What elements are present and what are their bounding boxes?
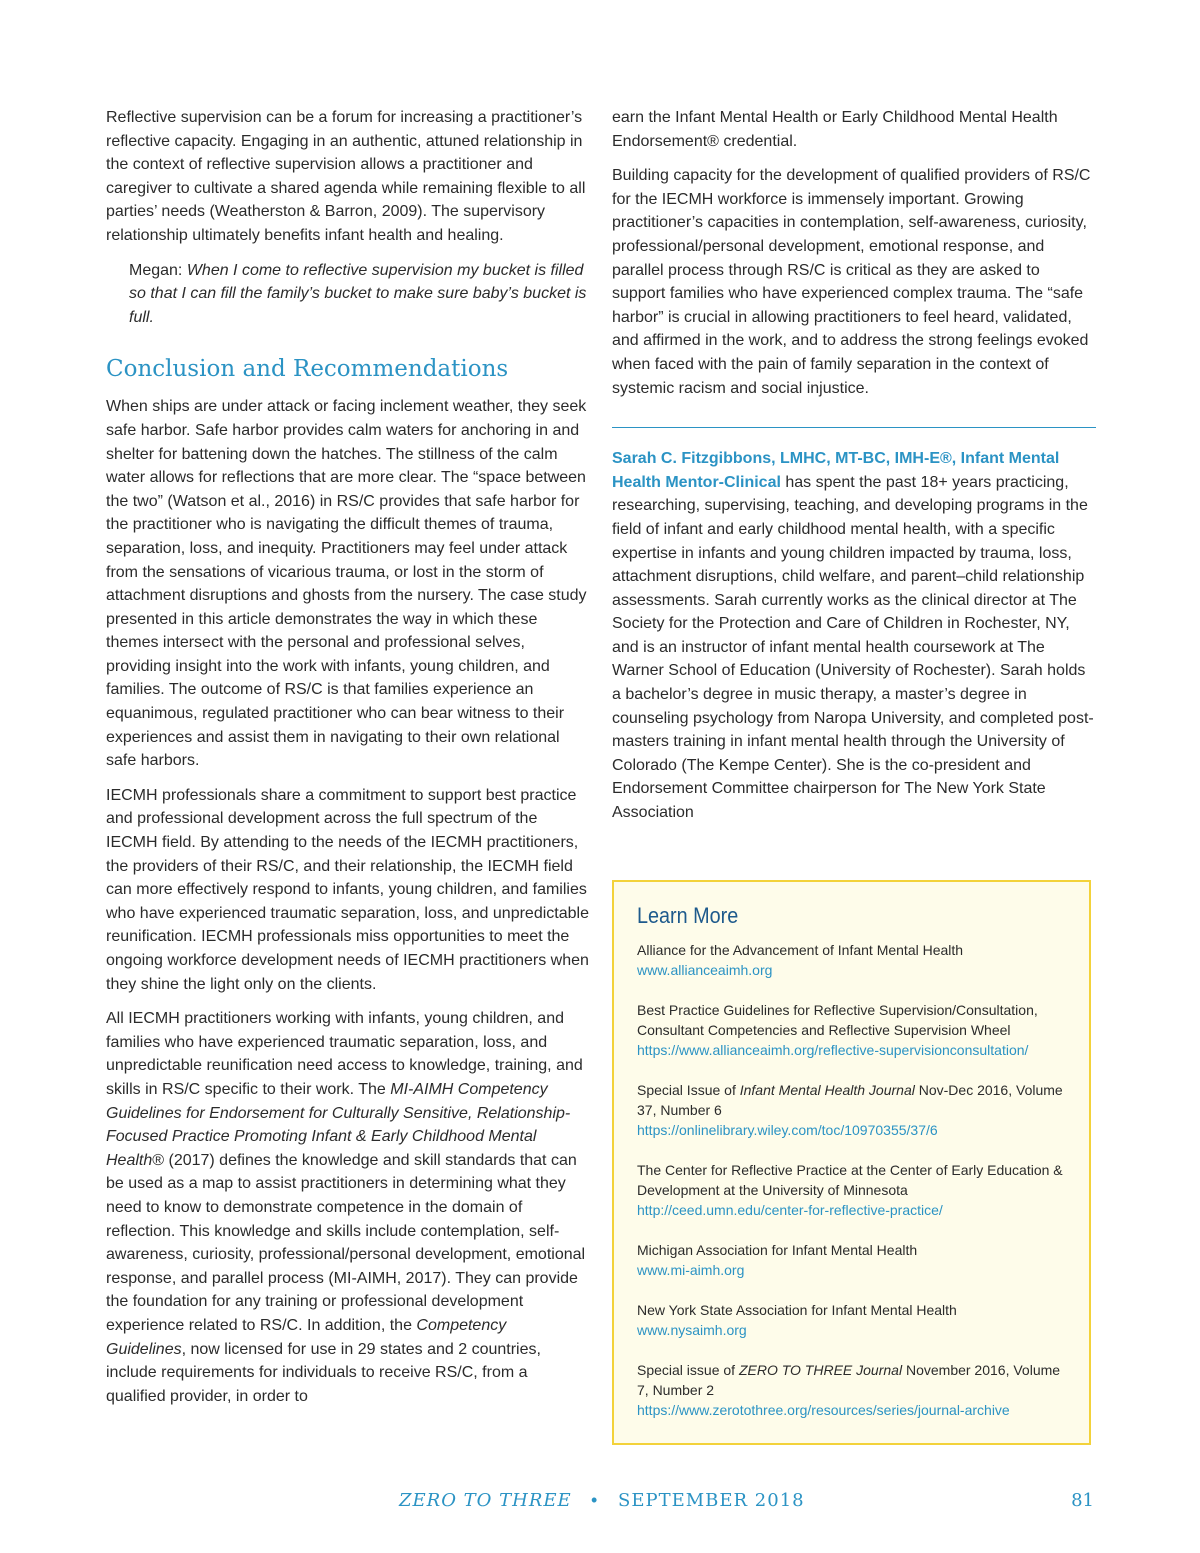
resource-item: [637, 1160, 1067, 1220]
divider: [612, 427, 1096, 428]
page-footer: [0, 1490, 1200, 1516]
resource-item: [637, 1240, 1067, 1280]
resource-item: [637, 940, 1067, 980]
footer-publication: ZERO TO THREE: [399, 1490, 572, 1511]
resource-link[interactable]: www.mi-aimh.org: [637, 1262, 745, 1278]
author-bio-text: has spent the past 18+ years practicing, researching, supervising, teaching, and developing programs in the field of infant and early childhood mental health, with a specific expertise in infants and young children impacted by trauma, loss, attachment disruptions, child welfare, and parent–child relationship assessments. Sarah currently works as the clinical director at The Society for the Protection and Care of Children in Rochester, NY, and is an instructor of infant mental health coursework at The Warner School of Education (University of Rochester). Sarah holds a bachelor’s degree in music therapy, a master’s degree in counseling psychology from Naropa University, and completed post-masters training in infant mental health through the University of Colorado (The Kempe Center). She is the co-president and Endorsement Committee chairperson for The New York State Association: [612, 473, 1094, 822]
paragraph: IECMH professionals share a commitment to support best practice and professional development across the full spectrum of the IECMH field. By attending to the needs of the IECMH practitioners, the providers of their RS/C, and their relationship, the IECMH field can more effectively respond to infants, young children, and families who have experienced traumatic separation, loss, and unpredictable reunification. IECMH professionals miss opportunities to meet the ongoing workforce development needs of IECMH practitioners when they shine the light only on the clients.: [106, 786, 589, 993]
text-run: , now licensed for use in 29 states and 2 countries, include requirements for individuals to receive RS/C, from a qualified provider, in order to: [106, 1340, 541, 1405]
resource-item: [637, 1080, 1067, 1140]
resource-link[interactable]: www.allianceaimh.org: [637, 962, 773, 978]
learn-more-box: [612, 880, 1091, 1445]
quote-speaker: Megan:: [129, 261, 187, 279]
resource-text: Michigan Association for Infant Mental Health: [637, 1242, 918, 1258]
quote-megan: [106, 259, 590, 330]
guidelines-short-title: Competency Guidelines: [106, 1316, 507, 1358]
footer-date: SEPTEMBER 2018: [618, 1490, 805, 1511]
resource-link[interactable]: https://www.allianceaimh.org/reflective-supervisionconsultation/: [637, 1042, 1029, 1058]
quote-text: When I come to reflective supervision my bucket is filled so that I can fill the family’s bucket to make sure baby’s bucket is full.: [129, 261, 587, 326]
resource-text: New York State Association for Infant Mental Health: [637, 1302, 957, 1318]
page-number: 81: [1071, 1490, 1094, 1511]
text-run: ® (2017) defines the knowledge and skill standards that can be used as a map to assist practitioners in determining what they need to know to demonstrate competence in the domain of reflection. This knowledge and skills include contemplation, self-awareness, curiosity, professional/personal development, emotional response, and parallel process (MI-AIMH, 2017). They can provide the foundation for any training or professional development experience related to RS/C. In addition, the: [106, 1151, 586, 1334]
resource-link[interactable]: https://onlinelibrary.wiley.com/toc/10970355/37/6: [637, 1122, 938, 1138]
author-bio: [612, 447, 1096, 825]
text-run: All IECMH practitioners working with infants, young children, and families who have experienced traumatic separation, loss, and unpredictable reunification need access to knowledge, training, and skills in RS/C specific to their work. The: [106, 1010, 583, 1098]
learn-more-title: Learn More: [637, 903, 739, 928]
resource-text: The Center for Reflective Practice at the Center of Early Education & Development at the University of Minnesota: [637, 1162, 1063, 1198]
resource-text: Nov-Dec 2016, Volume 37, Number 6: [637, 1082, 1063, 1118]
paragraph: When ships are under attack or facing inclement weather, they seek safe harbor. Safe harbor provides calm waters for anchoring in and shelter for battening down the hatches. The stillness of the calm water allows for reflections that are more clear. The “space between the two” (Watson et al., 2016) in RS/C provides that safe harbor for the practitioner who is navigating the difficult themes of trauma, separation, loss, and inequity. Practitioners may feel under attack from the sensations of vicarious trauma, or lost in the storm of attachment disruptions and ghosts from the nursery. The case study presented in this article demonstrates the way in which these themes intersect with the personal and professional selves, providing insight into the work with infants, young children, and families. The outcome of RS/C is that families experience an equanimous, regulated practitioner who can bear witness to their experiences and assist them in navigating to their own relational safe harbors.: [106, 398, 587, 770]
section-heading: Conclusion and Recommendations: [106, 356, 509, 383]
resource-link[interactable]: https://www.zerotothree.org/resources/series/journal-archive: [637, 1402, 1010, 1418]
resource-link[interactable]: www.nysaimh.org: [637, 1322, 747, 1338]
resource-text: Special Issue of: [637, 1082, 740, 1098]
right-column: [612, 106, 1096, 836]
journal-title: ZERO TO THREE Journal: [738, 1362, 903, 1378]
resource-text: Best Practice Guidelines for Reflective Supervision/Consultation, Consultant Competencies and Reflective Supervision Wheel: [637, 1002, 1038, 1038]
guidelines-title: MI-AIMH Competency Guidelines for Endorsement for Culturally Sensitive, Relationship-Focused Practice Promoting Infant & Early Childhood Mental Health: [106, 1080, 571, 1169]
resource-item: [637, 1000, 1067, 1060]
footer-separator: •: [591, 1490, 598, 1510]
journal-title: Infant Mental Health Journal: [739, 1082, 915, 1098]
paragraph: earn the Infant Mental Health or Early Childhood Mental Health Endorsement® credential.: [612, 109, 1058, 150]
paragraph: Building capacity for the development of qualified providers of RS/C for the IECMH workforce is immensely important. Growing practitioner’s capacities in contemplation, self-awareness, curiosity, professional/personal development, emotional response, and parallel process through RS/C is critical as they are asked to support families who have experienced complex trauma. The “safe harbor” is crucial in allowing practitioners to feel heard, validated, and affirmed in the work, and to address the strong feelings evoked when faced with the pain of family separation in the context of systemic racism and social injustice.: [612, 167, 1091, 397]
paragraph: Reflective supervision can be a forum for increasing a practitioner’s reflective capacity. Engaging in an authentic, attuned relationship in the context of reflective supervision allows a practitioner and caregiver to cultivate a shared agenda while remaining flexible to all parties’ needs (Weatherston & Barron, 2009). The supervisory relationship ultimately benefits infant health and healing.: [106, 109, 586, 244]
resource-link[interactable]: http://ceed.umn.edu/center-for-reflective-practice/: [637, 1202, 943, 1218]
resource-text: November 2016, Volume 7, Number 2: [637, 1362, 1061, 1398]
author-name: Sarah C. Fitzgibbons, LMHC, MT-BC, IMH-E®, Infant Mental Health Mentor-Clinical: [612, 450, 1060, 491]
paragraph: [106, 1007, 590, 1408]
resource-item: [637, 1360, 1067, 1420]
resource-text: Special issue of: [637, 1362, 739, 1378]
resource-text: Alliance for the Advancement of Infant Mental Health: [637, 942, 964, 958]
left-column: [106, 106, 590, 1419]
resource-item: [637, 1300, 1067, 1340]
